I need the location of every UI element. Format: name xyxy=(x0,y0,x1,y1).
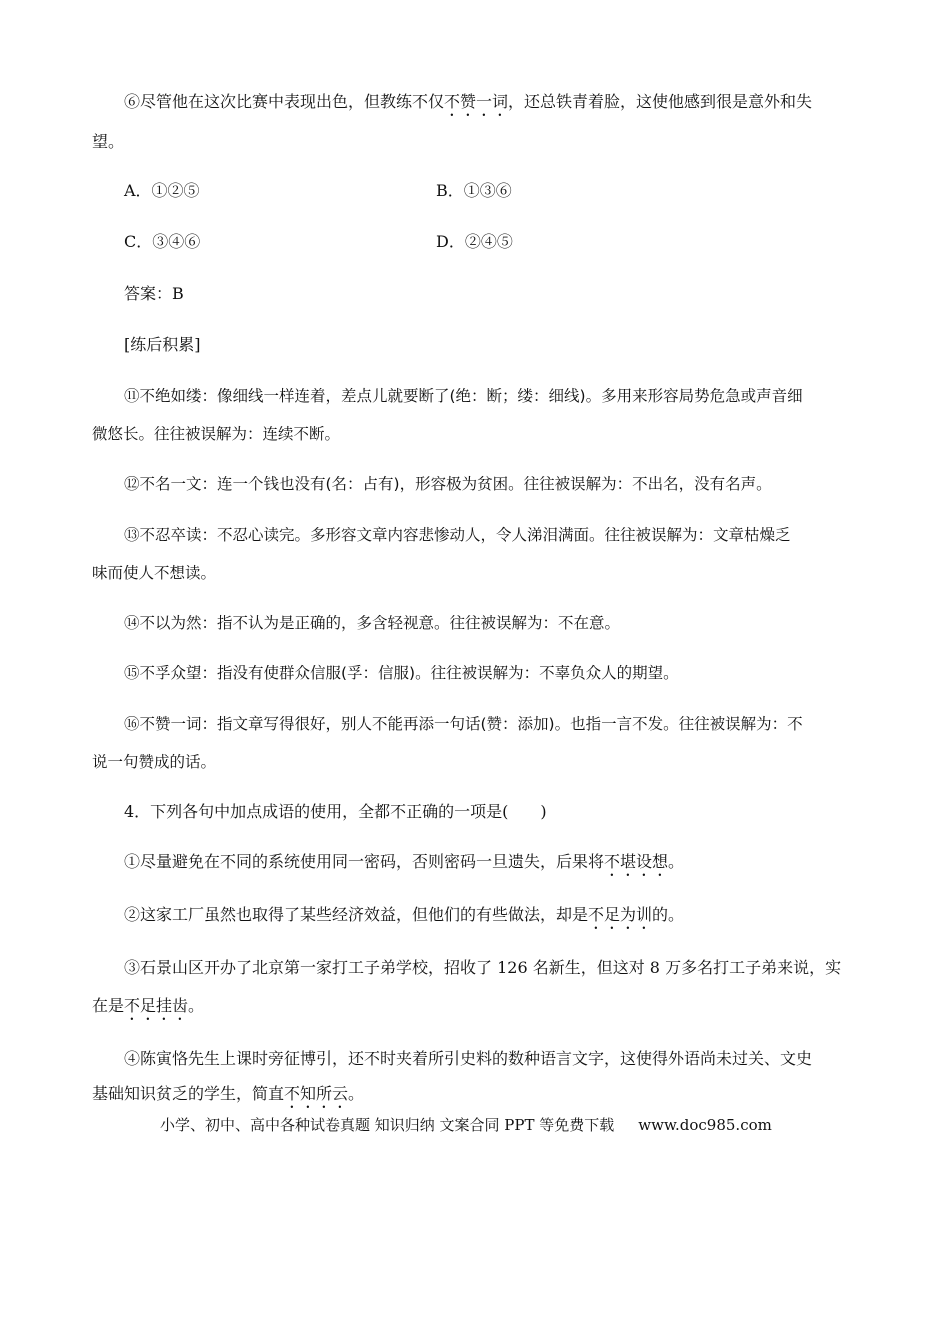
note-14: ⑭不以为然：指不认为是正确的，多含轻视意。往往被误解为：不在意。 xyxy=(124,614,621,632)
q4-sentence-3-line-2 xyxy=(92,995,860,1024)
q4-sentence-3-line-1: ③石景山区开办了北京第一家打工子弟学校，招收了 126 名新生，但这对 8 万多名打工子弟来说，实 xyxy=(124,958,842,977)
option-b: B．①③⑥ xyxy=(436,181,512,200)
q4-sentence-2 xyxy=(124,904,860,933)
q6-emphasized-idiom: 不赞一词 xyxy=(444,92,509,111)
s2-emphasized-idiom: 不足为训 xyxy=(588,905,653,924)
note-11-line-2: 微悠长。往往被误解为：连续不断。 xyxy=(92,425,341,443)
s1-text-a: ①尽量避免在不同的系统使用同一密码，否则密码一旦遗失，后果将 xyxy=(124,852,605,871)
footer-url[interactable]: www.doc985.com xyxy=(638,1116,772,1134)
s3-text-a: 在是 xyxy=(92,996,125,1015)
footer-text: 小学、初中、高中各种试卷真题 知识归纳 文案合同 PPT 等免费下载 xyxy=(160,1116,615,1134)
s2-text-b: 的。 xyxy=(652,905,685,924)
note-12: ⑫不名一文：连一个钱也没有(名：占有)，形容极为贫困。往往被误解为：不出名，没有名声。 xyxy=(124,475,772,493)
question-4-stem: 4．下列各句中加点成语的使用，全都不正确的一项是( ) xyxy=(124,802,547,821)
option-a: A．①②⑤ xyxy=(124,181,200,200)
s1-emphasized-idiom: 不堪设想 xyxy=(604,852,669,871)
s3-text-b: 。 xyxy=(188,996,205,1015)
option-d: D．②④⑤ xyxy=(436,232,513,251)
question-6-line-2: 望。 xyxy=(92,132,125,151)
s4-text-b: 。 xyxy=(348,1084,365,1103)
option-c: C．③④⑥ xyxy=(124,232,201,251)
s1-text-b: 。 xyxy=(668,852,685,871)
q6-text-b: ，还总铁青着脸，这使他感到很是意外和失 xyxy=(508,92,813,111)
q4-sentence-4-line-2 xyxy=(92,1083,860,1112)
note-11-line-1: ⑪不绝如缕：像细线一样连着，差点儿就要断了(绝：断；缕：细线)。多用来形容局势危急或声音细 xyxy=(124,387,803,405)
answer-line: 答案：B xyxy=(124,284,184,303)
q4-sentence-1 xyxy=(124,851,860,880)
question-6-line-1 xyxy=(124,91,860,120)
note-15: ⑮不孚众望：指没有使群众信服(孚：信服)。往往被误解为：不辜负众人的期望。 xyxy=(124,664,679,682)
page-footer xyxy=(160,1114,860,1136)
q4-sentence-4-line-1: ④陈寅恪先生上课时旁征博引，还不时夹着所引史料的数种语言文字，这使得外语尚未过关、文史 xyxy=(124,1049,813,1068)
s3-emphasized-idiom: 不足挂齿 xyxy=(124,996,189,1015)
note-16-line-1: ⑯不赞一词：指文章写得很好，别人不能再添一句话(赞：添加)。也指一言不发。往往被误解为：不 xyxy=(124,715,803,733)
s4-text-a: 基础知识贫乏的学生，简直 xyxy=(92,1084,285,1103)
note-13-line-1: ⑬不忍卒读：不忍心读完。多形容文章内容悲惨动人，令人涕泪满面。往往被误解为：文章枯燥乏 xyxy=(124,526,791,544)
s4-emphasized-idiom: 不知所云 xyxy=(284,1084,349,1103)
s2-text-a: ②这家工厂虽然也取得了某些经济效益，但他们的有些做法，却是 xyxy=(124,905,589,924)
q6-text-a: ⑥尽管他在这次比赛中表现出色，但教练不仅 xyxy=(124,92,445,111)
practice-heading: [练后积累] xyxy=(124,335,201,354)
note-13-line-2: 味而使人不想读。 xyxy=(92,564,217,582)
note-16-line-2: 说一句赞成的话。 xyxy=(92,753,217,771)
